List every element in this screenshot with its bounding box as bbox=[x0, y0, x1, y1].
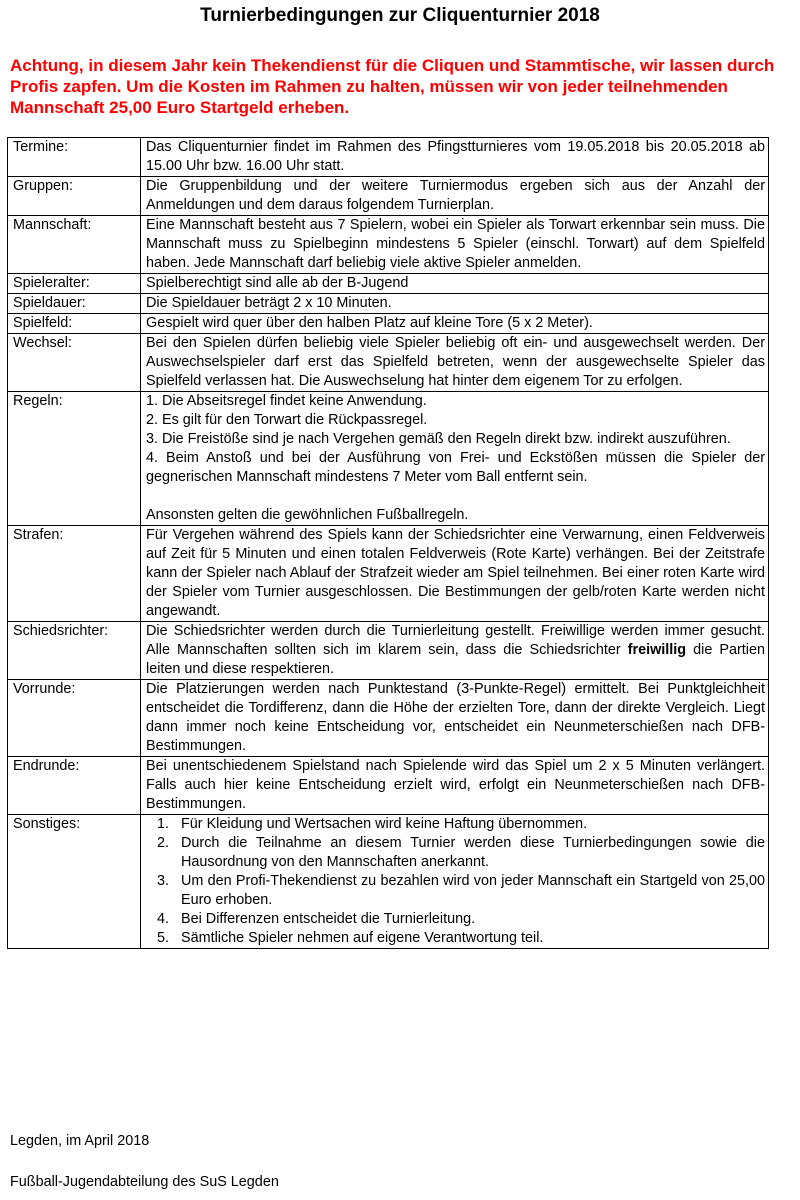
rules-list bbox=[141, 392, 769, 526]
row-text: Die Platzierungen werden nach Punktestand (3-Punkte-Regel) ermittelt. Bei Punktgleichheit entscheidet die Tordifferenz, dann die Höhe der erzielten Tore, dann der direkte Vergleich. Liegt dann immer noch keine Entscheidung vor, entscheidet ein Neunmeterschießen nach DFB-Bestimmungen. bbox=[141, 680, 769, 757]
table-row-schiedsrichter bbox=[8, 622, 769, 680]
row-text: Für Vergehen während des Spiels kann der Schiedsrichter eine Verwarnung, einen Feldverweis auf Zeit für 5 Minuten und einen totalen Feldverweis (Rote Karte) verhängen. Bei der Zeitstrafe kann der Spieler nach Ablauf der Strafzeit wieder am Spiel teilnehmen. Bei einer roten Karte wird der Spieler vom Turnier ausgeschlossen. Die Bestimmungen der gelb/roten Karte werden nicht angewandt. bbox=[141, 526, 769, 622]
rule-item: 1. Die Abseitsregel findet keine Anwendung. bbox=[146, 393, 427, 409]
row-label: Schiedsrichter: bbox=[8, 622, 141, 680]
row-label: Endrunde: bbox=[8, 757, 141, 815]
table-row-gruppen bbox=[8, 177, 769, 216]
document-title: Turnierbedingungen zur Cliquenturnier 2018 bbox=[200, 5, 600, 26]
table-row-endrunde bbox=[8, 757, 769, 815]
table-row-termine bbox=[8, 138, 769, 177]
row-text: Die Gruppenbildung und der weitere Turniermodus ergeben sich aus der Anzahl der Anmeldungen und dem daraus folgendem Turnierplan. bbox=[141, 177, 769, 216]
row-label: Vorrunde: bbox=[8, 680, 141, 757]
row-label: Regeln: bbox=[8, 392, 141, 526]
table-row-spieleralter bbox=[8, 274, 769, 294]
rule-closing: Ansonsten gelten die gewöhnlichen Fußballregeln. bbox=[146, 507, 469, 523]
list-item: 1. Für Kleidung und Wertsachen wird keine Haftung übernommen. bbox=[181, 815, 765, 834]
table-row-strafen bbox=[8, 526, 769, 622]
row-label: Spielfeld: bbox=[8, 314, 141, 334]
rules-table bbox=[7, 137, 769, 949]
row-text: Bei unentschiedenem Spielstand nach Spielende wird das Spiel um 2 x 5 Minuten verlängert. Falls auch hier keine Entscheidung erzielt wird, erfolgt ein Neunmeterschießen nach DFB-Bestimmungen. bbox=[141, 757, 769, 815]
row-text: Gespielt wird quer über den halben Platz auf kleine Tore (5 x 2 Meter). bbox=[141, 314, 769, 334]
row-text: Die Spieldauer beträgt 2 x 10 Minuten. bbox=[141, 294, 769, 314]
row-text: Eine Mannschaft besteht aus 7 Spielern, wobei ein Spieler als Torwart erkennbar sein muss. Die Mannschaft muss zu Spielbeginn mindestens 5 Spieler (einschl. Torwart) auf dem Spielfeld haben. Jede Mannschaft darf beliebig viele aktive Spieler anmelden. bbox=[141, 216, 769, 274]
table-row-wechsel bbox=[8, 334, 769, 392]
table-row-spielfeld bbox=[8, 314, 769, 334]
row-label: Gruppen: bbox=[8, 177, 141, 216]
misc-list-cell bbox=[141, 815, 769, 949]
row-text: Das Cliquenturnier findet im Rahmen des Pfingstturnieres vom 19.05.2018 bis 20.05.2018 ab 15.00 Uhr bzw. 16.00 Uhr statt. bbox=[141, 138, 769, 177]
table-row-regeln bbox=[8, 392, 769, 526]
table-row-vorrunde bbox=[8, 680, 769, 757]
row-label: Sonstiges: bbox=[8, 815, 141, 949]
table-row-mannschaft bbox=[8, 216, 769, 274]
list-item: 2. Durch die Teilnahme an diesem Turnier werden diese Turnierbedingungen sowie die Hausordnung von den Mannschaften anerkannt. bbox=[181, 834, 765, 872]
table-row-sonstiges bbox=[8, 815, 769, 949]
place-date: Legden, im April 2018 bbox=[10, 1133, 150, 1149]
misc-list bbox=[146, 815, 765, 948]
emphasis-text: freiwillig bbox=[627, 642, 687, 658]
row-text bbox=[141, 622, 769, 680]
row-text: Bei den Spielen dürfen beliebig viele Spieler beliebig oft ein- und ausgewechselt werden. Der Auswechselspieler darf erst das Spielfeld betreten, wenn der ausgewechselte Spieler das Spielfeld verlassen hat. Die Auswechselung hat hinter dem eigenem Tor zu erfolgen. bbox=[141, 334, 769, 392]
table-row-spieldauer bbox=[8, 294, 769, 314]
notice-warning: Achtung, in diesem Jahr kein Thekendienst für die Cliquen und Stammtische, wir lassen durch Profis zapfen. Um die Kosten im Rahmen zu halten, müssen wir von jeder teilnehmenden Mannschaft 25,00 Euro Startgeld erheben. bbox=[10, 56, 775, 117]
list-item: 3. Um den Profi-Thekendienst zu bezahlen wird von jeder Mannschaft ein Startgeld von 25,00 Euro erhoben. bbox=[181, 872, 765, 910]
spacer bbox=[146, 487, 765, 506]
row-label: Termine: bbox=[8, 138, 141, 177]
rule-item: 3. Die Freistöße sind je nach Vergehen gemäß den Regeln direkt bzw. indirekt auszuführen. bbox=[146, 431, 731, 447]
row-text: Spielberechtigt sind alle ab der B-Jugend bbox=[141, 274, 769, 294]
text-part: die Partien leiten und diese respektieren. bbox=[146, 642, 766, 677]
rule-item: 4. Beim Anstoß und bei der Ausführung von Frei- und Eckstößen müssen die Spieler der gegnerischen Mannschaft mindestens 7 Meter vom Ball entfernt sein. bbox=[146, 450, 765, 485]
list-item: 5. Sämtliche Spieler nehmen auf eigene Verantwortung teil. bbox=[181, 929, 765, 948]
list-item: 4. Bei Differenzen entscheidet die Turnierleitung. bbox=[181, 910, 765, 929]
rule-item: 2. Es gilt für den Torwart die Rückpassregel. bbox=[146, 412, 428, 428]
text-part: Die Schiedsrichter werden durch die Turnierleitung gestellt. Freiwillige werden immer gesucht. Alle Mannschaften sollten sich im klarem sein, dass die Schiedsrichter bbox=[146, 623, 765, 658]
row-label: Spieldauer: bbox=[8, 294, 141, 314]
row-label: Strafen: bbox=[8, 526, 141, 622]
row-label: Spieleralter: bbox=[8, 274, 141, 294]
row-label: Mannschaft: bbox=[8, 216, 141, 274]
organization-name: Fußball-Jugendabteilung des SuS Legden bbox=[10, 1174, 279, 1190]
row-label: Wechsel: bbox=[8, 334, 141, 392]
